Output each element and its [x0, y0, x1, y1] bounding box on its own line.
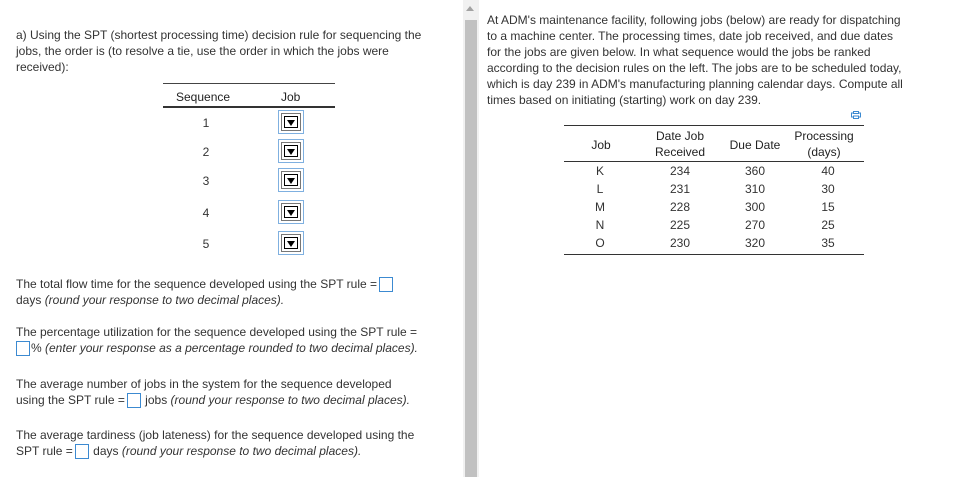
dropdown-arrow-icon	[284, 174, 298, 186]
total-flow-time-question: The total flow time for the sequence developed using the SPT rule = days (round your response to two decimal places).	[16, 276, 394, 308]
job-table-bottom-rule	[564, 254, 864, 255]
job-cell: K	[595, 164, 604, 178]
dropdown-arrow-icon	[284, 116, 298, 128]
processing-cell: 30	[821, 182, 835, 196]
question-line: jobs, the order is (to resolve a tie, use the order in which the jobs were	[16, 44, 389, 58]
job-cell: O	[595, 236, 605, 250]
received-cell: 230	[669, 236, 691, 250]
seq-table-top-rule	[163, 83, 335, 84]
sequence-header: Sequence	[176, 90, 231, 104]
right-panel	[480, 0, 960, 477]
question-line: received):	[16, 60, 69, 74]
job-select-4[interactable]	[278, 200, 304, 224]
sequence-number: 3	[202, 174, 210, 188]
received-cell: 234	[669, 164, 691, 178]
seq-row	[163, 108, 335, 138]
job-col-header: Job	[591, 138, 611, 152]
avg-tardiness-input[interactable]	[75, 444, 89, 459]
dropdown-arrow-icon	[284, 237, 298, 249]
sequence-number: 1	[202, 116, 210, 130]
due-cell: 320	[744, 236, 766, 250]
scrollbar-thumb[interactable]	[465, 20, 477, 477]
received-cell: 225	[669, 218, 691, 232]
date-received-col-header: Date Job Received	[654, 129, 706, 159]
avg-tardiness-question: The average tardiness (job lateness) for the sequence developed using the SPT rule = days (round your response to two decimal places).	[16, 428, 415, 458]
job-cell: L	[596, 182, 604, 196]
left-panel	[0, 0, 462, 477]
utilization-question: The percentage utilization for the sequence developed using the SPT rule = % (enter your response as a percentage rounded to two decimal places).	[16, 325, 418, 355]
dropdown-arrow-icon	[284, 145, 298, 157]
sequence-number: 5	[202, 237, 210, 251]
received-cell: 228	[669, 200, 691, 214]
job-select-1[interactable]	[278, 110, 304, 134]
seq-row	[163, 198, 335, 228]
due-date-col-header: Due Date	[729, 138, 781, 152]
processing-cell: 25	[821, 218, 835, 232]
processing-cell: 35	[821, 236, 835, 250]
seq-table-header	[163, 86, 335, 108]
problem-description: At ADM's maintenance facility, following jobs (below) are ready for dispatching to a machine center. The processing times, date job received, and due dates for the jobs are given below. In what sequence would the jobs be ranked according to the decision rules on the left. The jobs are to be scheduled today, which is day 239 in ADM's manufacturing planning calendar days. Compute all times based on initiating (starting) work on day 239.	[487, 13, 903, 107]
sequence-number: 2	[202, 145, 210, 159]
utilization-input[interactable]	[16, 341, 30, 356]
job-table-top-rule	[564, 125, 864, 126]
avg-jobs-input[interactable]	[127, 393, 141, 408]
due-cell: 360	[744, 164, 766, 178]
print-icon[interactable]	[851, 111, 861, 119]
processing-cell: 40	[821, 164, 835, 178]
job-cell: N	[595, 218, 605, 232]
dropdown-arrow-icon	[284, 206, 298, 218]
question-line: a) Using the SPT (shortest processing time) decision rule for sequencing the	[16, 28, 422, 42]
seq-row	[163, 137, 335, 167]
due-cell: 310	[744, 182, 766, 196]
job-header: Job	[281, 90, 301, 104]
sequence-number: 4	[202, 206, 210, 220]
seq-row	[163, 229, 335, 259]
job-cell: M	[595, 200, 605, 214]
seq-row	[163, 166, 335, 196]
job-select-5[interactable]	[278, 231, 304, 255]
job-select-3[interactable]	[278, 168, 304, 192]
due-cell: 270	[744, 218, 766, 232]
scroll-up-arrow-icon[interactable]	[466, 6, 474, 11]
total-flow-time-input[interactable]	[379, 277, 393, 292]
avg-jobs-question: The average number of jobs in the system for the sequence developed using the SPT rule = jobs (round your response to two decimal places).	[16, 377, 410, 407]
due-cell: 300	[744, 200, 766, 214]
processing-cell: 15	[821, 200, 835, 214]
question-text	[16, 27, 421, 75]
job-table-header-rule	[564, 161, 864, 162]
received-cell: 231	[669, 182, 691, 196]
processing-col-header: Processing (days)	[794, 129, 854, 159]
job-select-2[interactable]	[278, 139, 304, 163]
